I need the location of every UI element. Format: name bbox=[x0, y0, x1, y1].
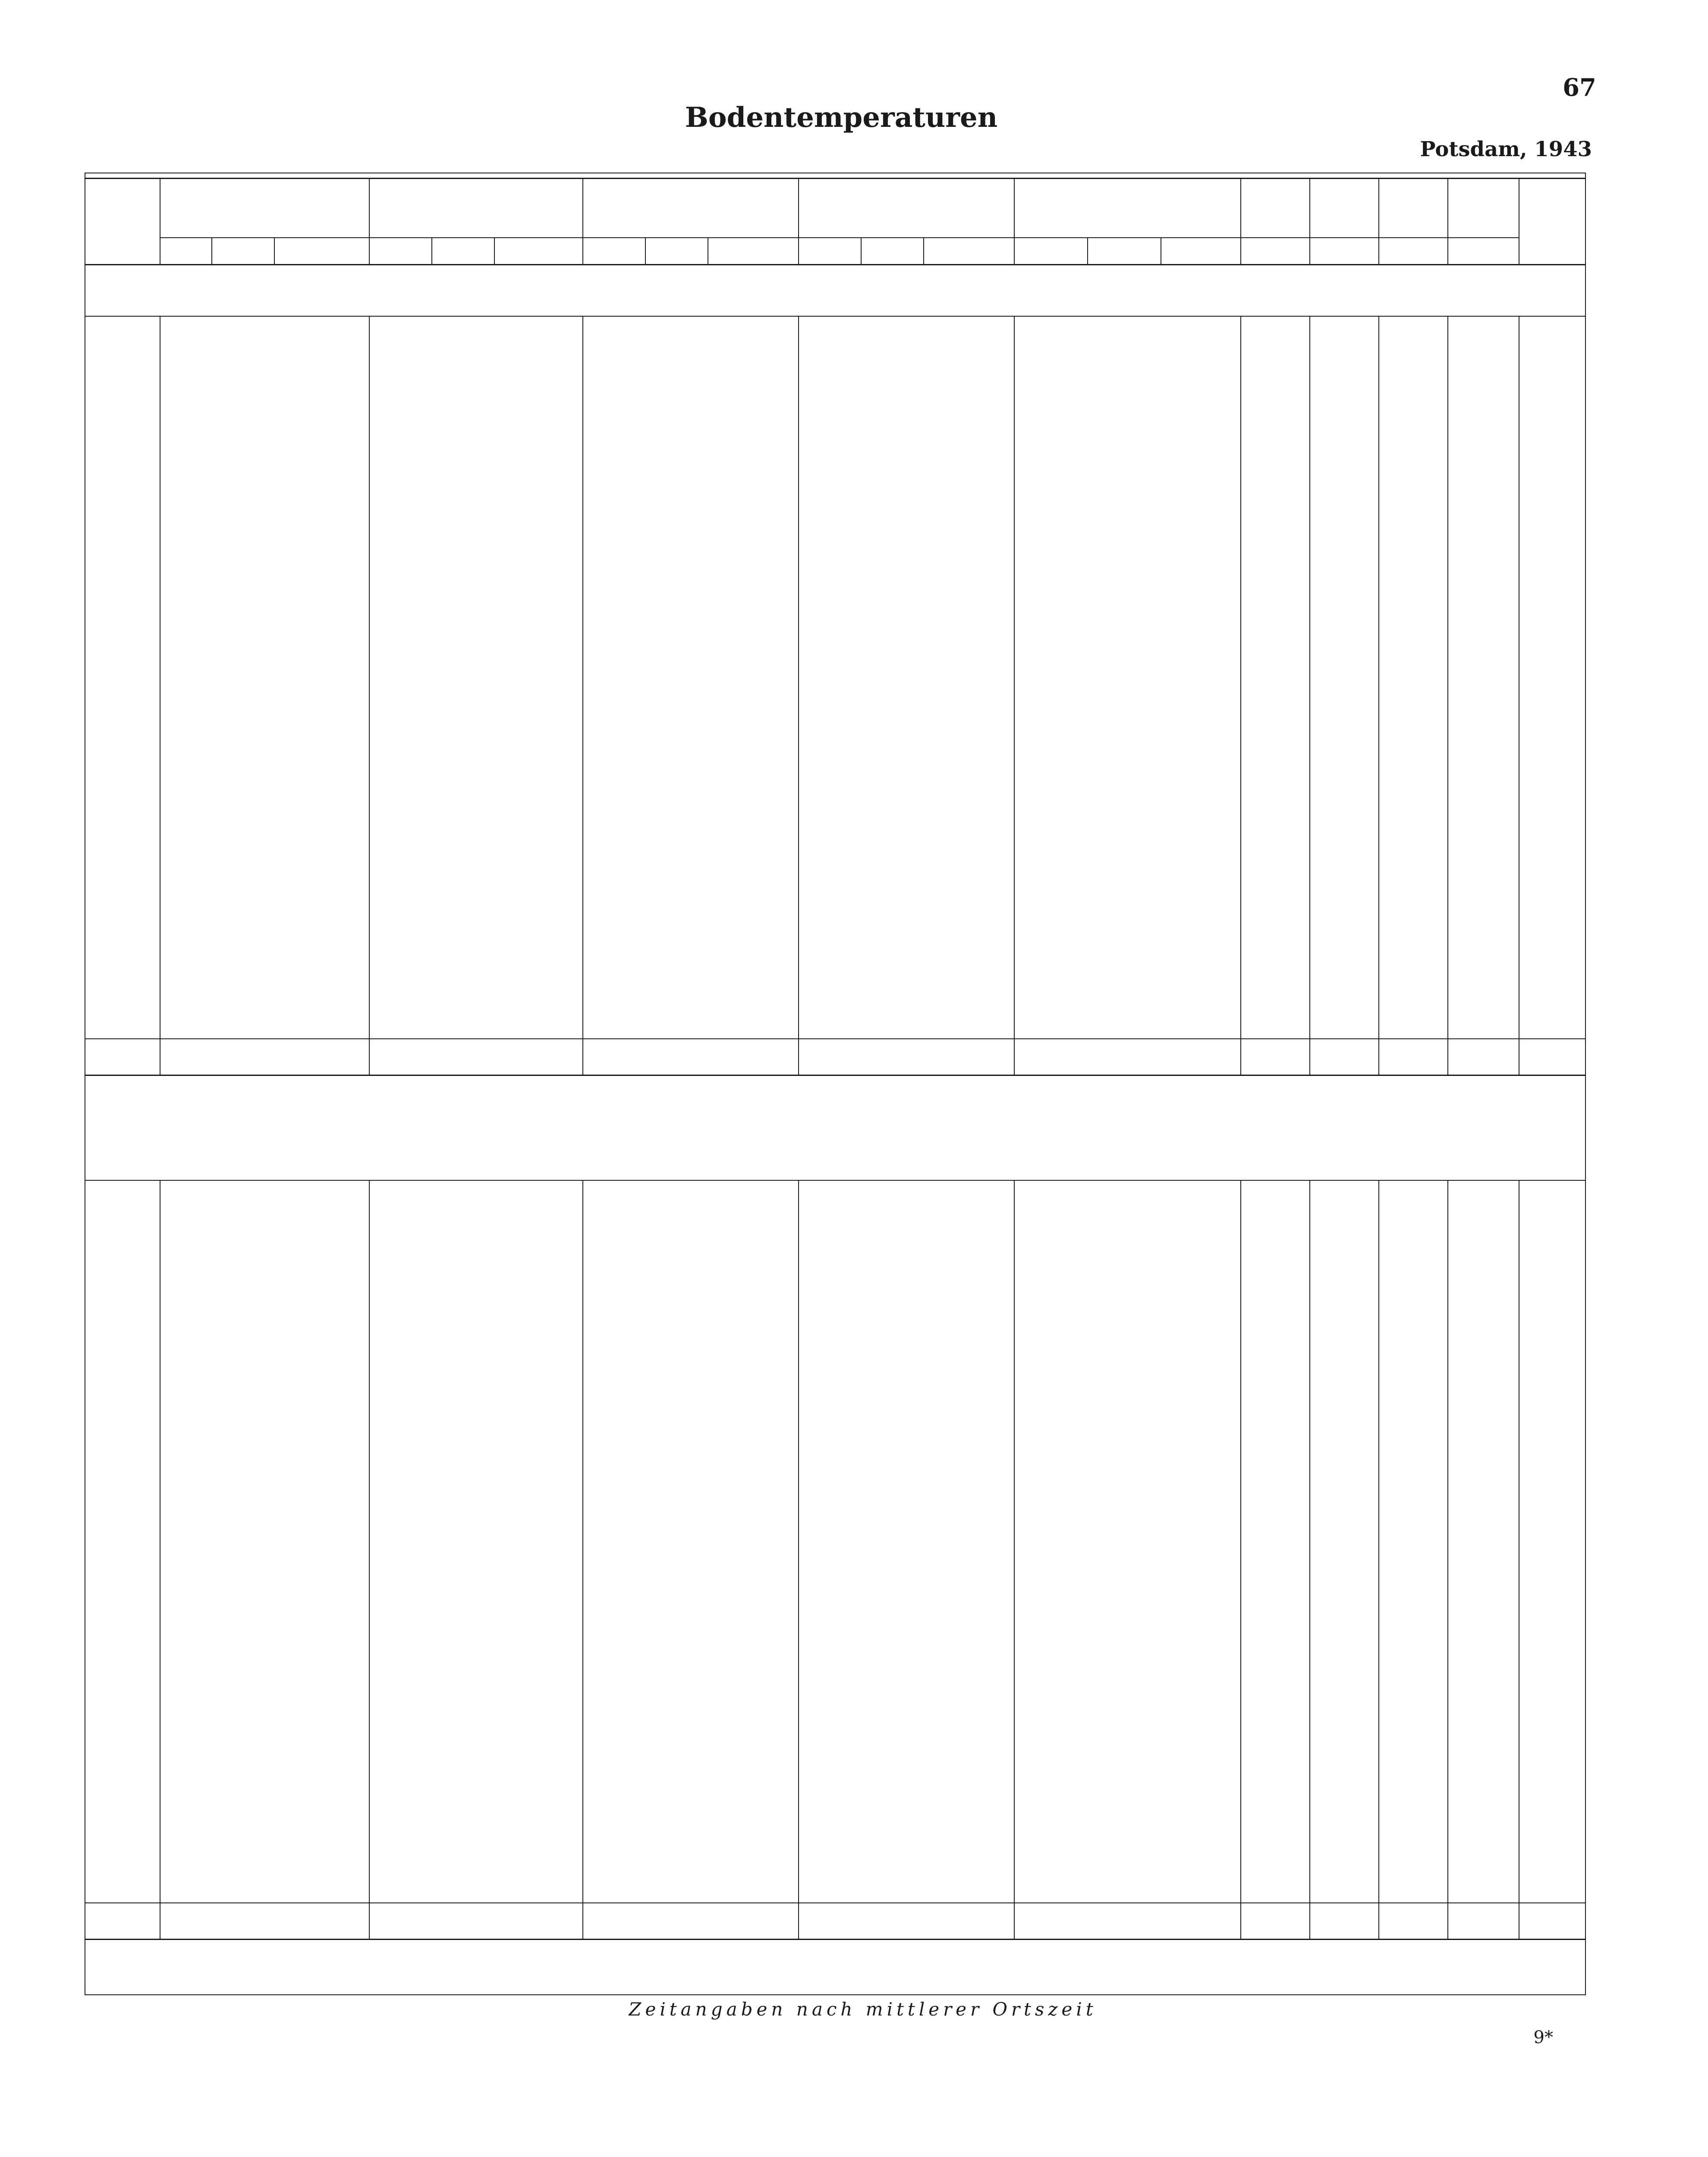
column-divider bbox=[369, 316, 370, 1075]
section-bottom-rule bbox=[85, 1075, 1585, 1076]
time-divider bbox=[1087, 237, 1088, 264]
header-top-rule bbox=[85, 178, 1585, 179]
time-divider bbox=[645, 237, 646, 264]
column-divider bbox=[798, 1180, 799, 1939]
table-frame bbox=[85, 173, 1586, 1995]
column-divider bbox=[582, 1180, 583, 1939]
time-divider bbox=[923, 237, 924, 264]
section-bottom-rule bbox=[85, 1939, 1585, 1940]
column-divider bbox=[1447, 1180, 1448, 1939]
header-mid-rule bbox=[160, 237, 1519, 238]
column-divider bbox=[1378, 1180, 1379, 1939]
column-divider bbox=[1309, 316, 1310, 1075]
column-divider bbox=[1309, 1180, 1310, 1939]
time-divider bbox=[861, 237, 862, 264]
time-divider bbox=[494, 237, 495, 264]
sheet-mark: 9* bbox=[1533, 2028, 1553, 2047]
header-bottom-rule bbox=[85, 264, 1585, 265]
footer-note: Zeitangaben nach mittlerer Ortszeit bbox=[629, 1999, 1097, 2020]
column-divider bbox=[1447, 316, 1448, 1075]
mean-rule bbox=[85, 1038, 1585, 1039]
column-divider bbox=[1014, 316, 1015, 1075]
column-divider bbox=[1240, 1180, 1241, 1939]
page-title: Bodentemperaturen bbox=[685, 101, 998, 134]
header-column-divider bbox=[1378, 178, 1379, 264]
section-title-rule bbox=[85, 316, 1585, 317]
column-divider bbox=[1014, 1180, 1015, 1939]
page-number: 67 bbox=[1563, 73, 1596, 102]
header-column-divider bbox=[1240, 178, 1241, 264]
section-title-rule bbox=[85, 1180, 1585, 1181]
header-column-divider bbox=[1447, 178, 1448, 264]
header-column-divider bbox=[1014, 178, 1015, 264]
header-column-divider bbox=[1309, 178, 1310, 264]
column-divider bbox=[369, 1180, 370, 1939]
time-divider bbox=[274, 237, 275, 264]
column-divider bbox=[582, 316, 583, 1075]
column-divider bbox=[1378, 316, 1379, 1075]
mean-rule bbox=[85, 1902, 1585, 1903]
column-divider bbox=[798, 316, 799, 1075]
header-column-divider bbox=[369, 178, 370, 264]
header-column-divider bbox=[798, 178, 799, 264]
column-divider bbox=[1240, 316, 1241, 1075]
station-and-year: Potsdam, 1943 bbox=[1420, 137, 1592, 161]
header-column-divider bbox=[582, 178, 583, 264]
time-divider bbox=[431, 237, 432, 264]
time-divider bbox=[211, 237, 212, 264]
